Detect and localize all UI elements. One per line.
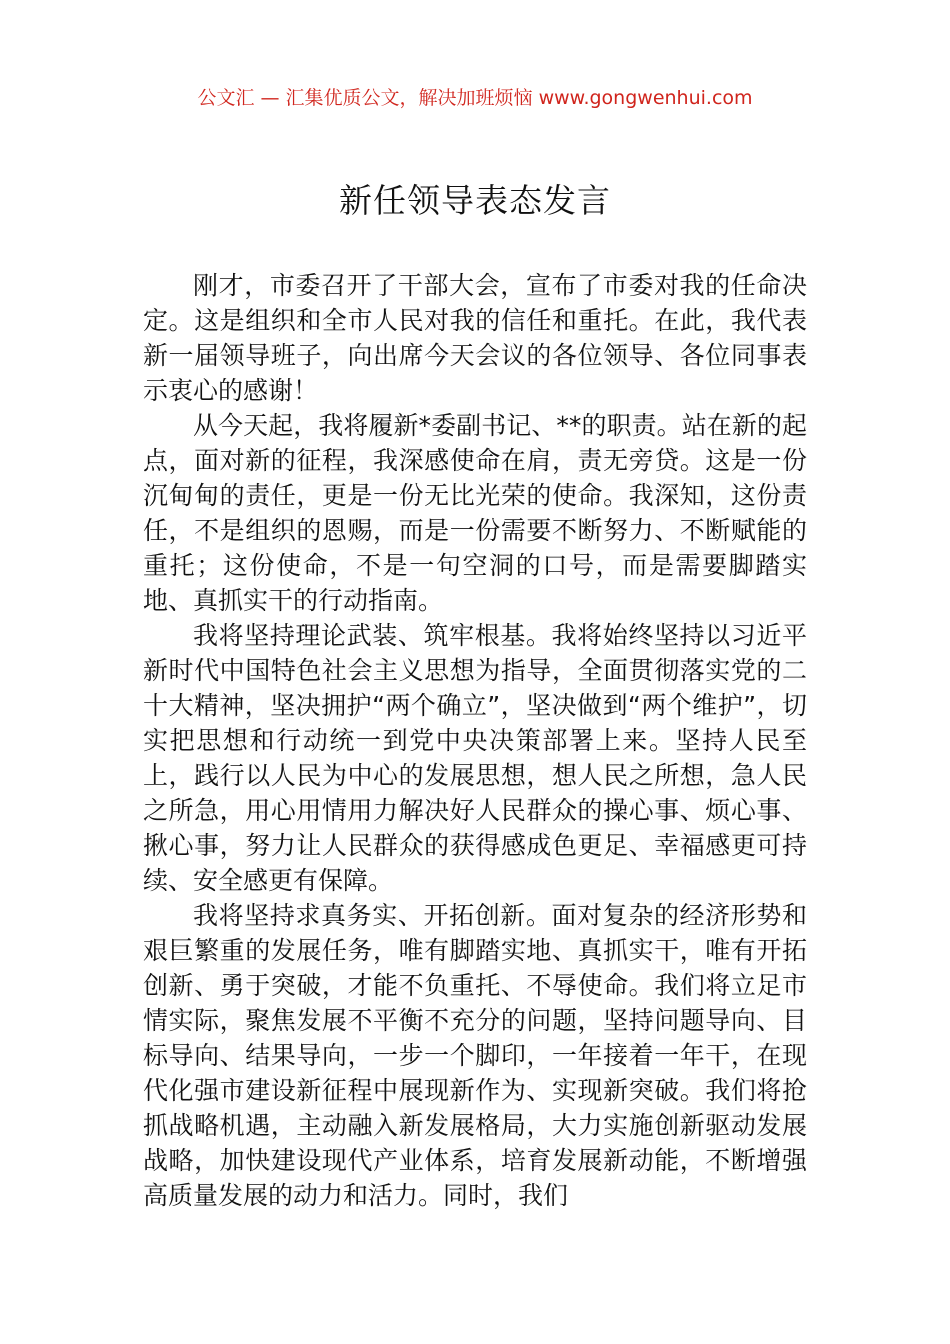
paragraph-4: 我将坚持求真务实、开拓创新。面对复杂的经济形势和艰巨繁重的发展任务，唯有脚踏实地、真抓实干，唯有开拓创新、勇于突破，才能不负重托、不辱使命。我们将立足市情实际，聚焦发展不平衡不充分的问题，坚持问题导向、目标导向、结果导向，一步一个脚印，一年接着一年干，在现代化强市建设新征程中展现新作为、实现新突破。我们将抢抓战略机遇，主动融入新发展格局，大力实施创新驱动发展战略，加快建设现代产业体系，培育发展新动能，不断增强高质量发展的动力和活力。同时，我们 (143, 901, 807, 1210)
document-body (143, 268, 807, 1213)
paragraph-1: 刚才，市委召开了干部大会，宣布了市委对我的任命决定。这是组织和全市人民对我的信任和重托。在此，我代表新一届领导班子，向出席今天会议的各位领导、各位同事表示衷心的感谢！ (143, 271, 807, 405)
watermark-header: 公文汇 — 汇集优质公文，解决加班烦恼 www.gongwenhui.com (197, 87, 753, 109)
document-title: 新任领导表态发言 (339, 181, 611, 220)
paragraph-2: 从今天起，我将履新*委副书记、**的职责。站在新的起点，面对新的征程，我深感使命在肩，责无旁贷。这是一份沉甸甸的责任，更是一份无比光荣的使命。我深知，这份责任，不是组织的恩赐，而是一份需要不断努力、不断赋能的重托；这份使命，不是一句空洞的口号，而是需要脚踏实地、真抓实干的行动指南。 (143, 411, 807, 615)
paragraph-3: 我将坚持理论武装、筑牢根基。我将始终坚持以习近平新时代中国特色社会主义思想为指导，全面贯彻落实党的二十大精神，坚决拥护“两个确立”，坚决做到“两个维护”，切实把思想和行动统一到党中央决策部署上来。坚持人民至上，践行以人民为中心的发展思想，想人民之所想，急人民之所急，用心用情用力解决好人民群众的操心事、烦心事、揪心事，努力让人民群众的获得感成色更足、幸福感更可持续、安全感更有保障。 (143, 621, 807, 895)
